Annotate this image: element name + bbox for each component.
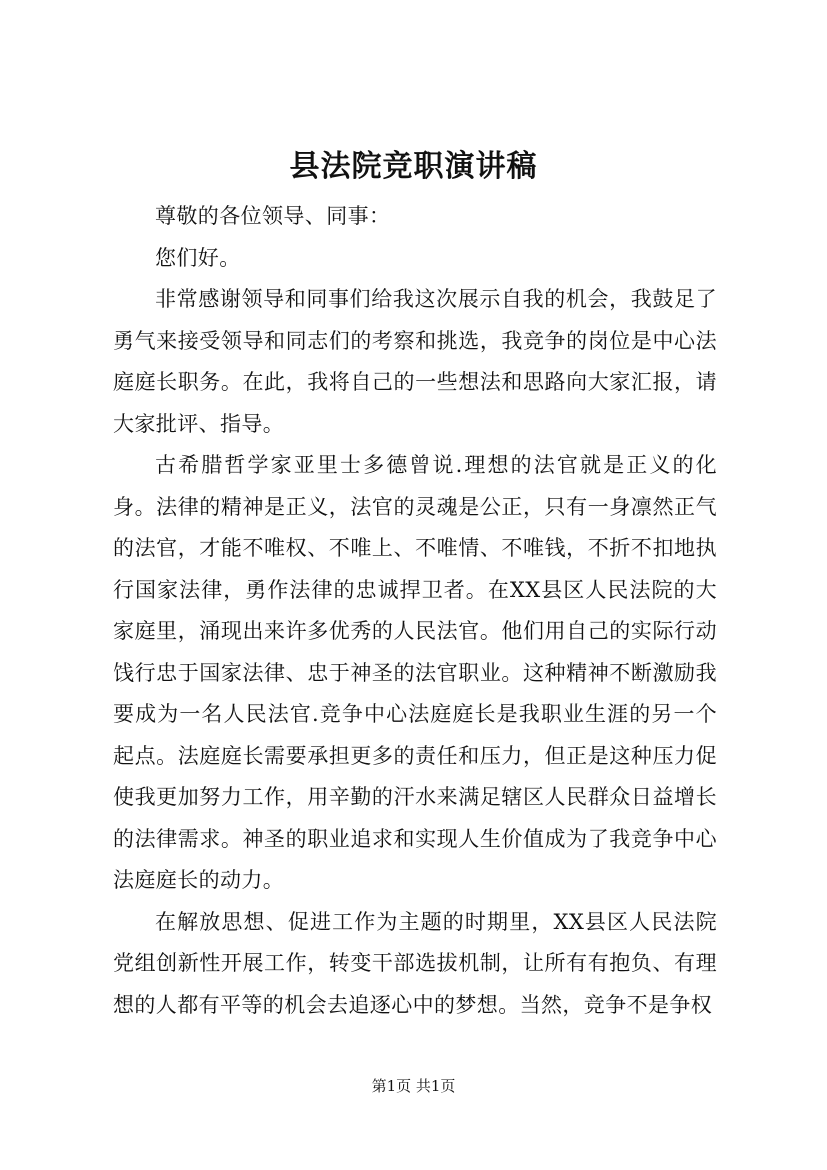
body-paragraph-2: 古希腊哲学家亚里士多德曾说.理想的法官就是正义的化身。法律的精神是正义，法官的灵魂是公正，只有一身凛然正气的法官，才能不唯权、不唯上、不唯情、不唯钱，不折不扣地执行国家法律，勇作法律的忠诚捍卫者。在XX县区人民法院的大家庭里，涌现出来许多优秀的人民法官。他们用自己的实际行动饯行忠于国家法律、忠于神圣的法官职业。这种精神不断激励我要成为一名人民法官.竞争中心法庭庭长是我职业生涯的另一个起点。法庭庭长需要承担更多的责任和压力，但正是这种压力促使我更加努力工作，用辛勤的汗水来满足辖区人民群众日益增长的法律需求。神圣的职业追求和实现人生价值成为了我竞争中心法庭庭长的动力。 [113,453,717,892]
body-paragraph-3: 在解放思想、促进工作为主题的时期里，XX县区人民法院党组创新性开展工作，转变干部选拔机制，让所有有抱负、有理想的人都有平等的机会去追逐心中的梦想。当然，竞争不是争权 [113,909,717,1017]
document-title: 县法院竞职演讲稿 [289,149,538,184]
salutation-paragraph: 尊敬的各位领导、同事： [155,204,391,228]
document-body [113,196,717,1026]
body-paragraph-1: 非常感谢领导和同事们给我这次展示自我的机会，我鼓足了勇气来接受领导和同志们的考察和挑选，我竞争的岗位是中心法庭庭长职务。在此，我将自己的一些想法和思路向大家汇报，请大家批评、指导。 [113,287,717,436]
page-footer: 第1页 共1页 [371,1077,456,1095]
greeting-paragraph: 您们好。 [155,245,241,270]
